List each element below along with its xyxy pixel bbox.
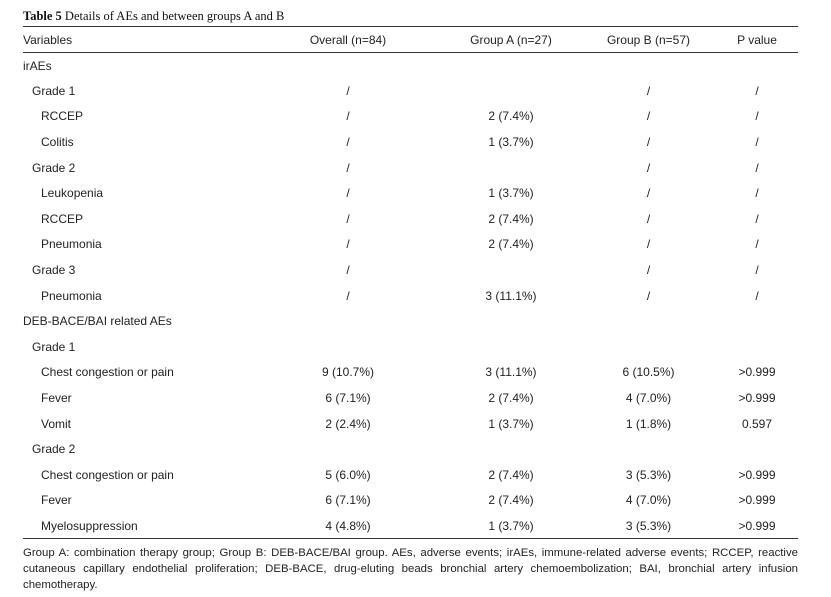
p-value-cell: 0.597 — [741, 416, 773, 431]
group-a-cell: 1 (3.7%) — [488, 186, 534, 201]
variable-cell: Chest congestion or pain — [41, 467, 174, 482]
table-header-row — [23, 27, 798, 53]
p-value-cell: >0.999 — [738, 467, 776, 482]
table-row — [23, 232, 798, 258]
group-b-cell: 4 (7.0%) — [625, 391, 672, 406]
table-row — [23, 360, 798, 386]
overall-cell — [255, 334, 441, 360]
variable-cell: Grade 1 — [32, 339, 76, 354]
p-value-cell: / — [755, 263, 759, 278]
variable-cell: Pneumonia — [41, 288, 102, 303]
adverse-events-table — [23, 26, 798, 539]
overall-cell: / — [346, 186, 350, 201]
overall-cell — [255, 436, 441, 462]
column-header-variables: Variables — [23, 27, 255, 53]
group-a-cell — [441, 436, 581, 462]
overall-cell: 2 (2.4%) — [325, 416, 371, 431]
table-row — [23, 488, 798, 514]
group-a-cell: 1 (3.7%) — [488, 416, 534, 431]
p-value-cell: / — [755, 135, 759, 150]
overall-cell: / — [346, 109, 350, 124]
p-value-cell: >0.999 — [716, 513, 798, 539]
group-b-cell — [581, 436, 716, 462]
variable-cell: Chest congestion or pain — [41, 365, 174, 380]
p-value-cell: >0.999 — [738, 365, 776, 380]
group-b-cell — [581, 334, 716, 360]
table-row — [23, 104, 798, 130]
variable-cell: Colitis — [41, 135, 74, 150]
group-b-cell: / — [646, 186, 651, 201]
p-value-cell — [716, 334, 798, 360]
group-a-cell: 3 (11.1%) — [485, 288, 537, 303]
variable-cell: Grade 2 — [32, 160, 76, 175]
overall-cell: / — [346, 83, 350, 98]
table-row — [23, 78, 798, 104]
variable-cell: Leukopenia — [41, 186, 104, 201]
table-row — [23, 155, 798, 181]
p-value-cell: / — [755, 109, 759, 124]
variable-cell: RCCEP — [41, 211, 84, 226]
p-value-cell: / — [755, 237, 759, 252]
variable-cell: Pneumonia — [41, 237, 102, 252]
overall-cell: 6 (7.1%) — [325, 493, 371, 508]
table-row — [23, 513, 798, 539]
group-b-cell: 6 (10.5%) — [622, 365, 675, 380]
overall-cell: / — [346, 135, 350, 150]
variable-cell: Myelosuppression — [23, 513, 255, 539]
group-a-cell — [441, 257, 581, 283]
group-a-cell — [441, 334, 581, 360]
group-b-cell: / — [646, 288, 651, 303]
group-a-cell: 1 (3.7%) — [441, 513, 581, 539]
overall-cell: 6 (7.1%) — [325, 391, 371, 406]
table-caption-text: Details of AEs and between groups A and B — [64, 9, 285, 23]
group-a-cell: 2 (7.4%) — [488, 237, 534, 252]
group-b-cell: / — [646, 109, 651, 124]
overall-cell: 9 (10.7%) — [321, 365, 375, 380]
table-document — [23, 6, 798, 593]
group-a-cell — [441, 78, 581, 104]
p-value-cell — [716, 53, 798, 79]
table-row — [23, 283, 798, 309]
group-b-cell: / — [646, 211, 651, 226]
group-a-cell — [441, 308, 581, 334]
p-value-cell: / — [755, 288, 759, 303]
group-b-cell: / — [646, 135, 651, 150]
variable-cell: irAEs — [23, 58, 52, 73]
group-a-cell: 2 (7.4%) — [488, 493, 534, 508]
table-row — [23, 180, 798, 206]
table-row — [23, 385, 798, 411]
column-header-group-b: Group B (n=57) — [581, 27, 716, 53]
group-a-cell — [441, 155, 581, 181]
table-row — [23, 411, 798, 437]
p-value-cell: / — [755, 83, 759, 98]
table-caption-label: Table 5 — [23, 9, 62, 23]
variable-cell: Vomit — [41, 416, 72, 431]
overall-cell: / — [346, 288, 350, 303]
group-b-cell: / — [646, 263, 651, 278]
overall-cell: / — [346, 211, 350, 226]
group-b-cell: / — [646, 237, 651, 252]
group-a-cell: 2 (7.4%) — [488, 211, 534, 226]
table-body — [23, 53, 798, 539]
table-row — [23, 129, 798, 155]
column-header-overall: Overall (n=84) — [255, 27, 441, 53]
p-value-cell: / — [755, 211, 759, 226]
overall-cell: 5 (6.0%) — [325, 467, 371, 482]
group-b-cell: 1 (1.8%) — [625, 416, 672, 431]
variable-cell: DEB-BACE/BAI related AEs — [23, 314, 172, 329]
table-row — [23, 257, 798, 283]
group-a-cell: 2 (7.4%) — [488, 109, 534, 124]
p-value-cell — [716, 436, 798, 462]
table-footnote: Group A: combination therapy group; Group B: DEB-BACE/BAI group. AEs, adverse events; irAEs, immune-related adverse events; RCCEP, reactive cutaneous capillary endothelial proliferation; DEB-BACE, drug-eluting beads bronchial artery chemoembolization; BAI, bronchial artery infusion chemotherapy. — [23, 547, 798, 592]
column-header-group-a: Group A (n=27) — [441, 27, 581, 53]
p-value-cell: / — [755, 186, 759, 201]
variable-cell: Fever — [41, 493, 72, 508]
group-b-cell: / — [646, 83, 651, 98]
table-row — [23, 462, 798, 488]
overall-cell: / — [346, 263, 350, 278]
overall-cell — [255, 53, 441, 79]
group-a-cell — [441, 53, 581, 79]
variable-cell: RCCEP — [41, 109, 84, 124]
table-caption — [23, 6, 798, 26]
table-row — [23, 53, 798, 79]
p-value-cell — [716, 308, 798, 334]
group-b-cell: 3 (5.3%) — [625, 467, 672, 482]
table-row — [23, 206, 798, 232]
table-row — [23, 436, 798, 462]
group-b-cell: / — [646, 160, 651, 175]
group-a-cell: 3 (11.1%) — [485, 365, 537, 380]
variable-cell: Grade 2 — [32, 442, 76, 457]
group-a-cell: 2 (7.4%) — [488, 391, 534, 406]
p-value-cell: >0.999 — [738, 391, 776, 406]
overall-cell — [255, 308, 441, 334]
p-value-cell: >0.999 — [738, 493, 776, 508]
table-row — [23, 308, 798, 334]
group-b-cell: 3 (5.3%) — [581, 513, 716, 539]
group-a-cell: 1 (3.7%) — [488, 135, 534, 150]
variable-cell: Grade 3 — [32, 263, 76, 278]
overall-cell: 4 (4.8%) — [255, 513, 441, 539]
p-value-cell: / — [755, 160, 759, 175]
column-header-p-value: P value — [716, 27, 798, 53]
table-row — [23, 334, 798, 360]
group-b-cell — [581, 53, 716, 79]
overall-cell: / — [346, 160, 350, 175]
variable-cell: Grade 1 — [32, 83, 76, 98]
group-b-cell: 4 (7.0%) — [625, 493, 672, 508]
overall-cell: / — [346, 237, 350, 252]
group-b-cell — [581, 308, 716, 334]
variable-cell: Fever — [41, 391, 72, 406]
group-a-cell: 2 (7.4%) — [488, 467, 534, 482]
